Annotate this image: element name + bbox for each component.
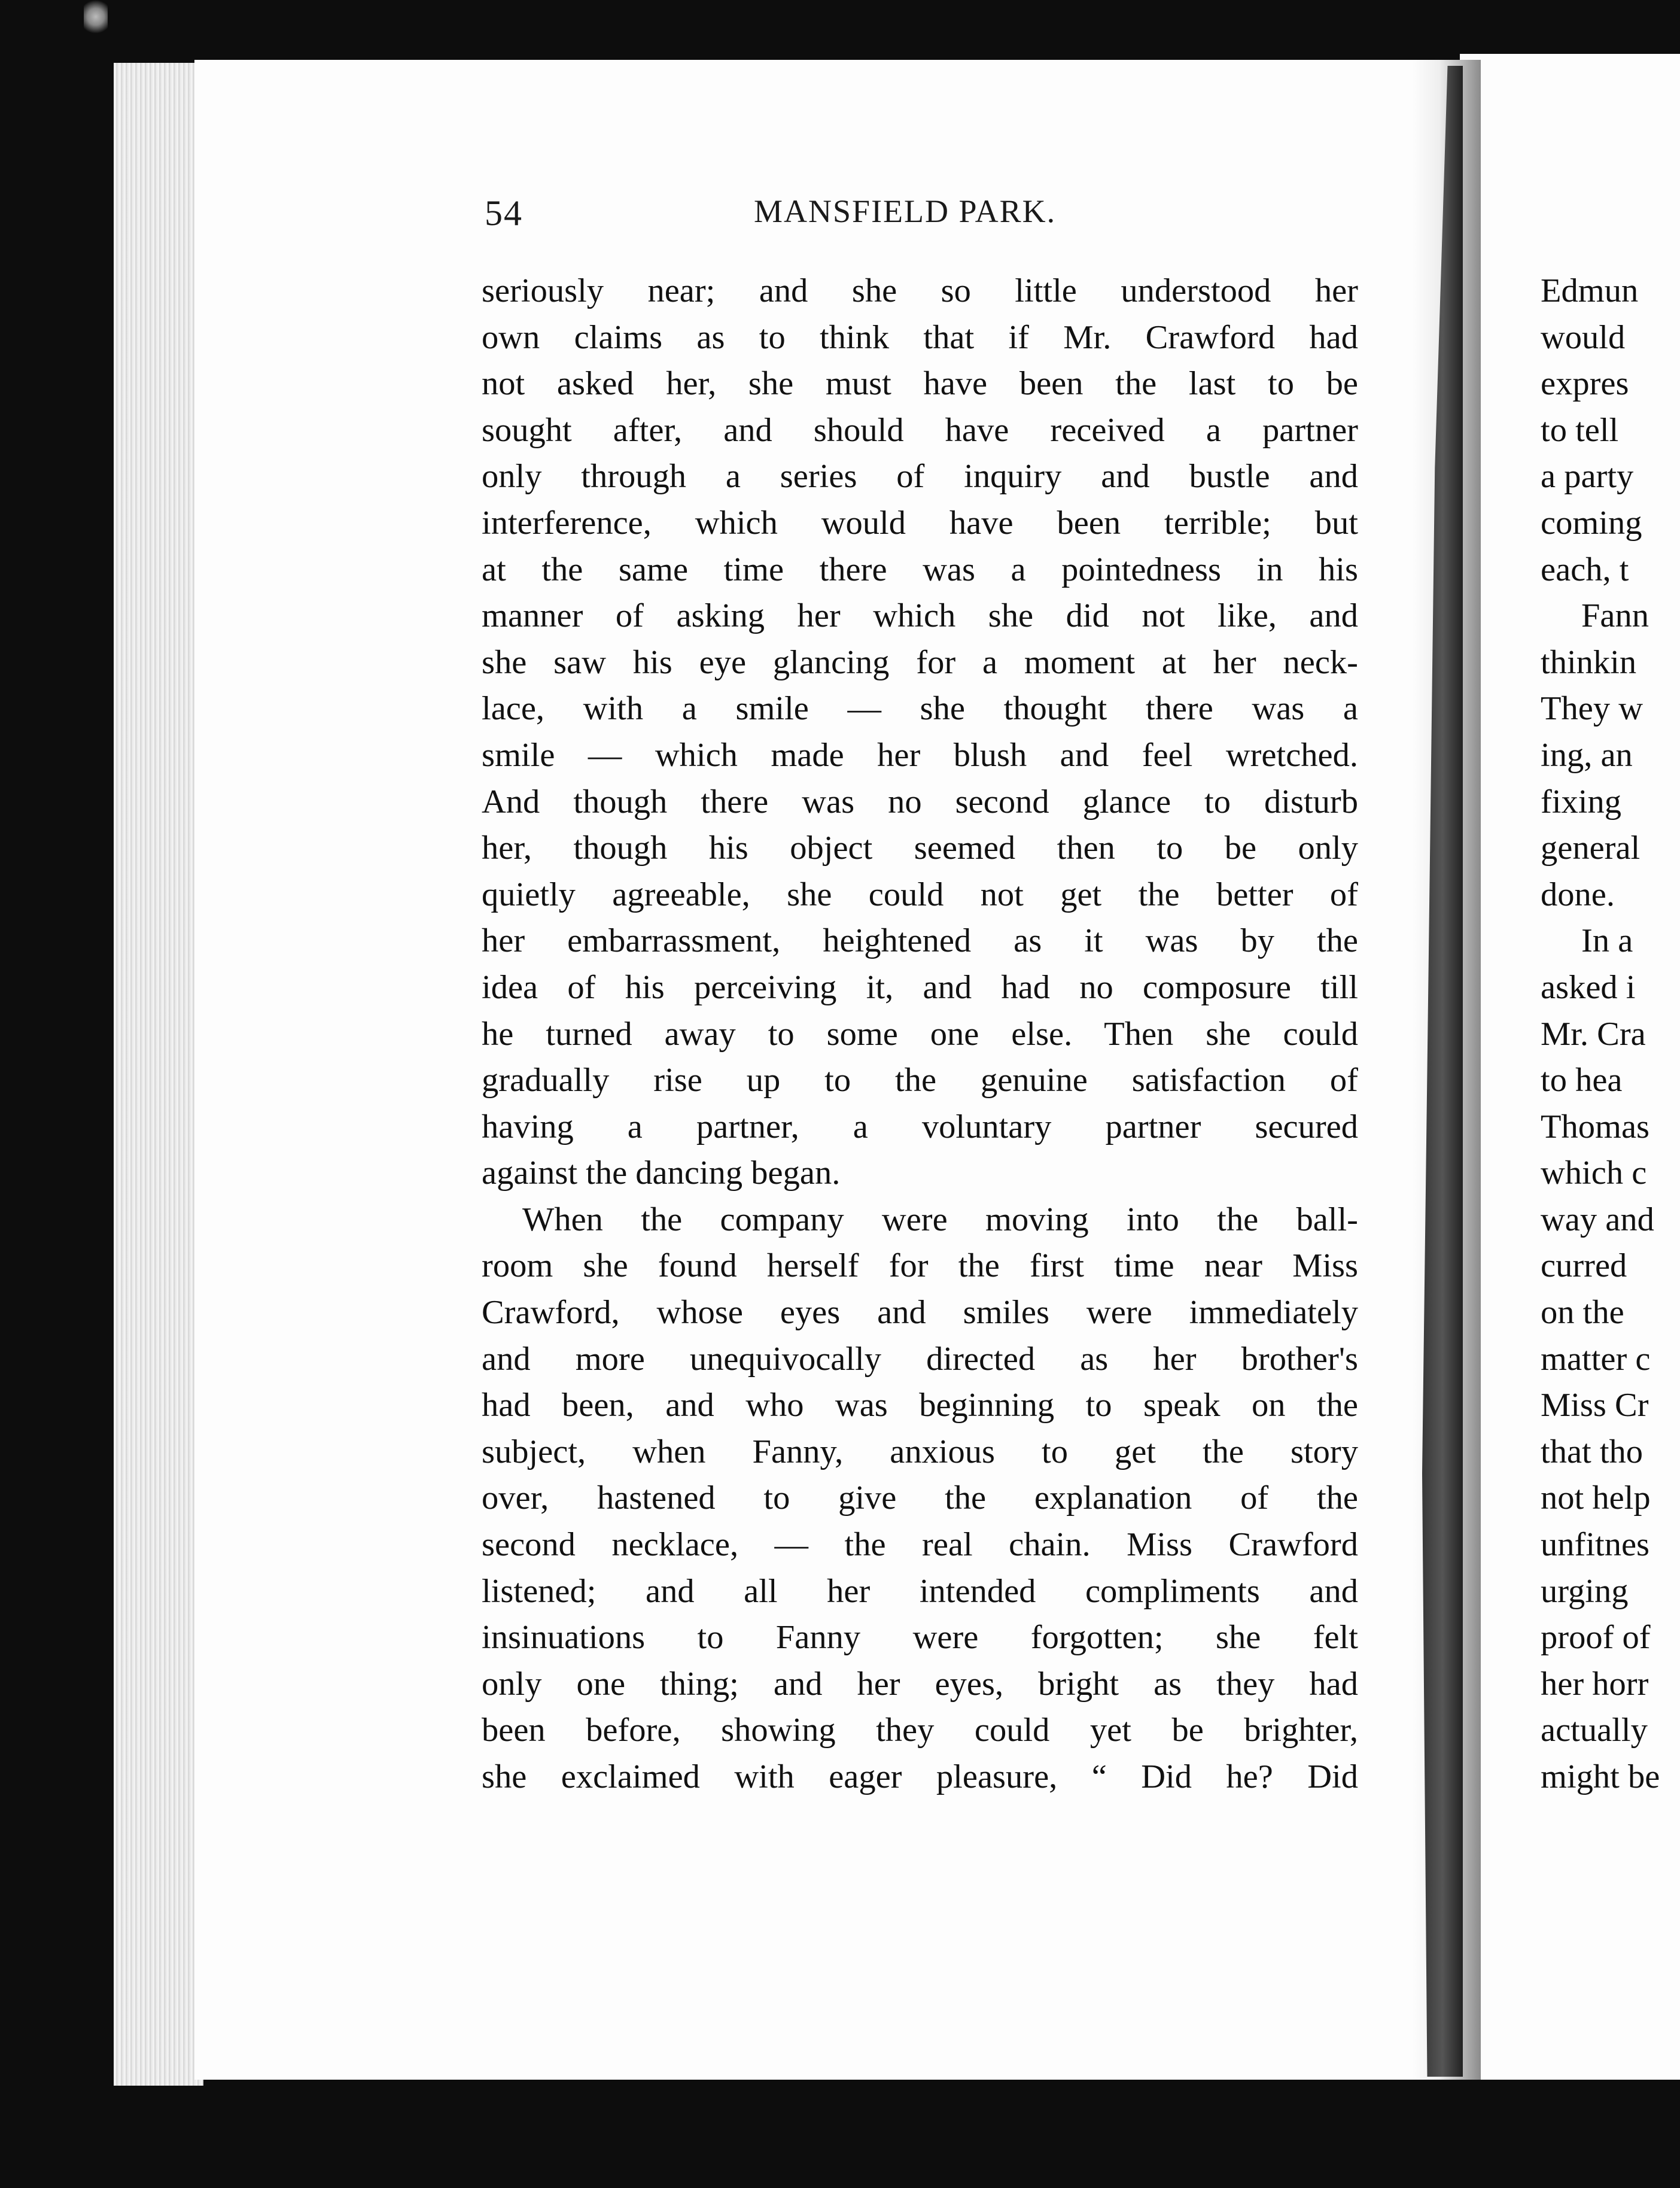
text-line: ing, an [1541,736,1633,774]
text-line: insinuations to Fanny were forgotten; she felt [482,1619,1358,1657]
text-line: done. [1541,876,1615,913]
text-line: way and [1541,1201,1654,1238]
text-line: general [1541,829,1641,867]
text-line: coming [1541,504,1642,542]
paragraph-start-line: When the company were moving into the ball- [522,1201,1358,1238]
text-line: each, t [1541,551,1629,588]
text-line: asked i [1541,968,1636,1006]
text-line: urging [1541,1572,1629,1610]
text-line: to tell [1541,411,1619,449]
page-number: 54 [485,193,523,233]
text-line: lace, with a smile — she thought there was a [482,690,1358,728]
text-line: to hea [1541,1062,1623,1099]
text-line: gradually rise up to the genuine satisfaction of [482,1062,1358,1099]
text-line: curred [1541,1247,1627,1285]
text-line: would [1541,318,1626,356]
text-line: not help [1541,1479,1651,1517]
left-page-text [482,268,1358,1801]
text-line: seriously near; and she so little understood her [482,272,1358,309]
text-line: They w [1541,690,1644,728]
text-line: Miss Cr [1541,1387,1649,1424]
text-line: matter c [1541,1340,1651,1378]
text-line: he turned away to some one else. Then she could [482,1015,1358,1053]
text-line: Mr. Cra [1541,1015,1646,1053]
paragraph-start-line: In a [1581,922,1633,960]
text-line: Crawford, whose eyes and smiles were immediately [482,1294,1358,1332]
text-line: unfitnes [1541,1526,1650,1564]
text-line: over, hastened to give the explanation of the [482,1479,1358,1517]
text-line: sought after, and should have received a partner [482,411,1358,449]
paragraph-start-line: Fann [1581,597,1649,635]
text-line: idea of his perceiving it, and had no composure till [482,968,1358,1006]
text-line: might be [1541,1758,1660,1795]
text-line: Thomas [1541,1108,1650,1145]
text-line: interference, which would have been terrible; but [482,504,1358,542]
text-line: own claims as to think that if Mr. Crawford had [482,318,1358,356]
page-header [485,193,1358,235]
text-line: her embarrassment, heightened as it was by the [482,922,1358,960]
text-line: actually [1541,1712,1648,1749]
text-line: listened; and all her intended compliments and [482,1572,1358,1610]
running-title: MANSFIELD PARK. [754,193,1057,229]
text-line: thinkin [1541,643,1637,681]
text-line: that tho [1541,1433,1644,1470]
text-line: And though there was no second glance to disturb [482,783,1358,820]
text-line: quietly agreeable, she could not get the better of [482,876,1358,913]
text-line: only one thing; and her eyes, bright as they had [482,1665,1358,1703]
paragraph-end-line: against the dancing began. [482,1154,841,1192]
text-line: expres [1541,365,1629,403]
text-line: smile — which made her blush and feel wretched. [482,736,1358,774]
text-line: and more unequivocally directed as her brother's [482,1340,1358,1378]
text-line: Edmun [1541,272,1639,309]
text-line: her horr [1541,1665,1649,1703]
right-page-text [1541,268,1680,1801]
text-line: she exclaimed with eager pleasure, “ Did he? Did [482,1758,1358,1795]
text-line: room she found herself for the first time near Miss [482,1247,1358,1285]
text-line: second necklace, — the real chain. Miss Crawford [482,1526,1358,1564]
text-line: she saw his eye glancing for a moment at her neck- [482,643,1358,681]
text-line: subject, when Fanny, anxious to get the story [482,1433,1358,1470]
text-line: on the [1541,1294,1624,1332]
text-line: having a partner, a voluntary partner secured [482,1108,1358,1145]
text-line: been before, showing they could yet be brighter, [482,1712,1358,1749]
text-line: had been, and who was beginning to speak on the [482,1387,1358,1424]
text-line: not asked her, she must have been the last to be [482,365,1358,403]
text-line: only through a series of inquiry and bustle and [482,458,1358,496]
text-line: manner of asking her which she did not like, and [482,597,1358,635]
text-line: her, though his object seemed then to be only [482,829,1358,867]
text-line: fixing [1541,783,1621,820]
page-edges [114,63,203,2086]
text-line: a party [1541,458,1634,496]
dust-speck [84,0,108,42]
text-line: proof of [1541,1619,1651,1657]
text-line: at the same time there was a pointedness in his [482,551,1358,588]
text-line: which c [1541,1154,1647,1192]
